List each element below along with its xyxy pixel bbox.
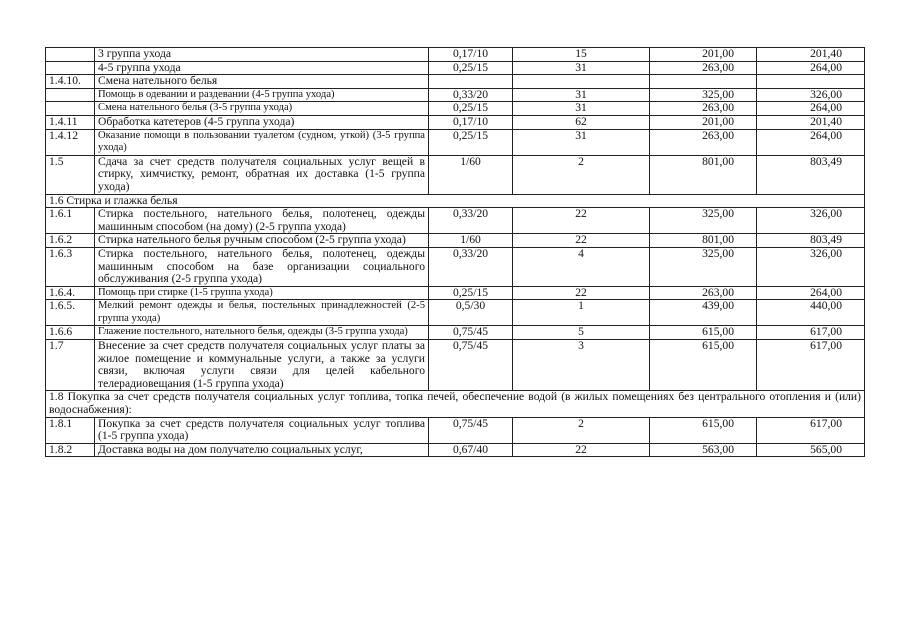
service-number-cell	[46, 48, 95, 62]
service-number-cell: 1.5	[46, 155, 95, 194]
tariff-indexed-cell: 440,00	[757, 300, 865, 326]
service-name-cell: Внесение за счет средств получателя социальных услуг платы за жилое помещение и коммунальные услуги, а также за услуги связи, включая услуги связи для целей кабельного телерадиовещания (1-5 группа ухода)	[95, 340, 429, 391]
service-number-cell: 1.4.11	[46, 115, 95, 129]
time-norm-cell: 0,17/10	[429, 115, 513, 129]
tariff-indexed-cell: 201,40	[757, 48, 865, 62]
tariff-cell: 615,00	[650, 326, 757, 340]
time-norm-cell: 0,25/15	[429, 129, 513, 155]
tariff-cell: 325,00	[650, 88, 757, 102]
table-row	[46, 102, 865, 116]
service-count-cell: 31	[513, 102, 650, 116]
time-norm-cell: 0,25/15	[429, 286, 513, 300]
service-count-cell: 31	[513, 129, 650, 155]
service-number-cell: 1.6.4.	[46, 286, 95, 300]
service-name-cell: Помощь при стирке (1-5 группа ухода)	[95, 286, 429, 300]
service-count-cell: 62	[513, 115, 650, 129]
tariff-indexed-cell: 326,00	[757, 247, 865, 286]
table-row	[46, 88, 865, 102]
tariff-indexed-cell: 803,49	[757, 234, 865, 248]
service-count-cell: 22	[513, 208, 650, 234]
table-row	[46, 208, 865, 234]
table-row	[46, 443, 865, 457]
service-count-cell: 31	[513, 61, 650, 75]
service-count-cell: 2	[513, 417, 650, 443]
service-count-cell	[513, 75, 650, 89]
time-norm-cell: 1/60	[429, 155, 513, 194]
tariff-cell: 801,00	[650, 155, 757, 194]
tariff-indexed-cell	[757, 75, 865, 89]
service-number-cell	[46, 88, 95, 102]
time-norm-cell: 0,25/15	[429, 102, 513, 116]
service-number-cell: 1.6.3	[46, 247, 95, 286]
service-name-cell: Оказание помощи в пользовании туалетом (судном, уткой) (3-5 группа ухода)	[95, 129, 429, 155]
service-name-cell: Помощь в одевании и раздевании (4-5 группа ухода)	[95, 88, 429, 102]
service-name-cell: Стирка нательного белья ручным способом (2-5 группа ухода)	[95, 234, 429, 248]
time-norm-cell: 0,33/20	[429, 88, 513, 102]
tariff-indexed-cell: 264,00	[757, 286, 865, 300]
tariff-cell: 201,00	[650, 48, 757, 62]
time-norm-cell: 0,17/10	[429, 48, 513, 62]
time-norm-cell: 0,75/45	[429, 417, 513, 443]
table-row	[46, 417, 865, 443]
service-number-cell: 1.6.2	[46, 234, 95, 248]
section-heading-cell: 1.6 Стирка и глажка белья	[46, 194, 865, 208]
service-number-cell: 1.8.2	[46, 443, 95, 457]
tariff-indexed-cell: 617,00	[757, 340, 865, 391]
tariff-indexed-cell: 264,00	[757, 129, 865, 155]
service-name-cell: Смена нательного белья	[95, 75, 429, 89]
service-name-cell: Мелкий ремонт одежды и белья, постельных принадлежностей (2-5 группа ухода)	[95, 300, 429, 326]
service-count-cell: 1	[513, 300, 650, 326]
section-heading-row	[46, 391, 865, 417]
table-row	[46, 129, 865, 155]
table-row	[46, 300, 865, 326]
time-norm-cell	[429, 75, 513, 89]
section-heading-row	[46, 194, 865, 208]
tariff-cell: 439,00	[650, 300, 757, 326]
service-name-cell: Стирка постельного, нательного белья, полотенец, одежды машинным способом (на дому) (2-5 группа ухода)	[95, 208, 429, 234]
service-name-cell: Покупка за счет средств получателя социальных услуг топлива (1-5 группа ухода)	[95, 417, 429, 443]
tariff-indexed-cell: 264,00	[757, 102, 865, 116]
time-norm-cell: 0,67/40	[429, 443, 513, 457]
table-row	[46, 75, 865, 89]
tariff-table-body	[46, 48, 865, 457]
service-number-cell: 1.4.12	[46, 129, 95, 155]
time-norm-cell: 1/60	[429, 234, 513, 248]
service-name-cell: Обработка катетеров (4-5 группа ухода)	[95, 115, 429, 129]
table-row	[46, 326, 865, 340]
tariff-indexed-cell: 617,00	[757, 417, 865, 443]
service-number-cell: 1.6.5.	[46, 300, 95, 326]
tariff-cell: 563,00	[650, 443, 757, 457]
tariff-cell: 801,00	[650, 234, 757, 248]
table-row	[46, 234, 865, 248]
service-name-cell: Сдача за счет средств получателя социальных услуг вещей в стирку, химчистку, ремонт, обратная их доставка (1-5 группа ухода)	[95, 155, 429, 194]
tariff-table	[45, 47, 865, 457]
service-number-cell	[46, 102, 95, 116]
service-number-cell	[46, 61, 95, 75]
service-name-cell: Стирка постельного, нательного белья, полотенец, одежды машинным способом на базе организации социального обслуживания (2-5 группа ухода)	[95, 247, 429, 286]
table-row	[46, 247, 865, 286]
tariff-indexed-cell: 326,00	[757, 88, 865, 102]
service-name-cell: Доставка воды на дом получателю социальных услуг,	[95, 443, 429, 457]
table-row	[46, 115, 865, 129]
tariff-cell: 263,00	[650, 129, 757, 155]
tariff-indexed-cell: 803,49	[757, 155, 865, 194]
tariff-indexed-cell: 264,00	[757, 61, 865, 75]
table-row	[46, 340, 865, 391]
table-row	[46, 155, 865, 194]
table-row	[46, 61, 865, 75]
section-heading-cell: 1.8 Покупка за счет средств получателя социальных услуг топлива, топка печей, обеспечение водой (в жилых помещениях без центрального отопления и (или) водоснабжения):	[46, 391, 865, 417]
time-norm-cell: 0,75/45	[429, 340, 513, 391]
tariff-cell: 263,00	[650, 286, 757, 300]
service-name-cell: Смена нательного белья (3-5 группа ухода)	[95, 102, 429, 116]
service-name-cell: 4-5 группа ухода	[95, 61, 429, 75]
tariff-cell: 615,00	[650, 340, 757, 391]
service-count-cell: 15	[513, 48, 650, 62]
service-count-cell: 5	[513, 326, 650, 340]
service-number-cell: 1.4.10.	[46, 75, 95, 89]
tariff-indexed-cell: 617,00	[757, 326, 865, 340]
time-norm-cell: 0,25/15	[429, 61, 513, 75]
service-count-cell: 31	[513, 88, 650, 102]
time-norm-cell: 0,5/30	[429, 300, 513, 326]
service-count-cell: 3	[513, 340, 650, 391]
tariff-cell	[650, 75, 757, 89]
tariff-cell: 615,00	[650, 417, 757, 443]
service-count-cell: 22	[513, 443, 650, 457]
service-number-cell: 1.7	[46, 340, 95, 391]
service-name-cell: 3 группа ухода	[95, 48, 429, 62]
tariff-cell: 325,00	[650, 208, 757, 234]
time-norm-cell: 0,33/20	[429, 208, 513, 234]
time-norm-cell: 0,75/45	[429, 326, 513, 340]
tariff-cell: 263,00	[650, 102, 757, 116]
service-count-cell: 4	[513, 247, 650, 286]
service-number-cell: 1.6.1	[46, 208, 95, 234]
service-number-cell: 1.6.6	[46, 326, 95, 340]
tariff-indexed-cell: 201,40	[757, 115, 865, 129]
table-row	[46, 286, 865, 300]
tariff-cell: 325,00	[650, 247, 757, 286]
service-name-cell: Глажение постельного, нательного белья, одежды (3-5 группа ухода)	[95, 326, 429, 340]
service-count-cell: 2	[513, 155, 650, 194]
tariff-cell: 263,00	[650, 61, 757, 75]
tariff-indexed-cell: 326,00	[757, 208, 865, 234]
service-count-cell: 22	[513, 286, 650, 300]
table-row	[46, 48, 865, 62]
time-norm-cell: 0,33/20	[429, 247, 513, 286]
tariff-cell: 201,00	[650, 115, 757, 129]
service-count-cell: 22	[513, 234, 650, 248]
service-number-cell: 1.8.1	[46, 417, 95, 443]
tariff-indexed-cell: 565,00	[757, 443, 865, 457]
